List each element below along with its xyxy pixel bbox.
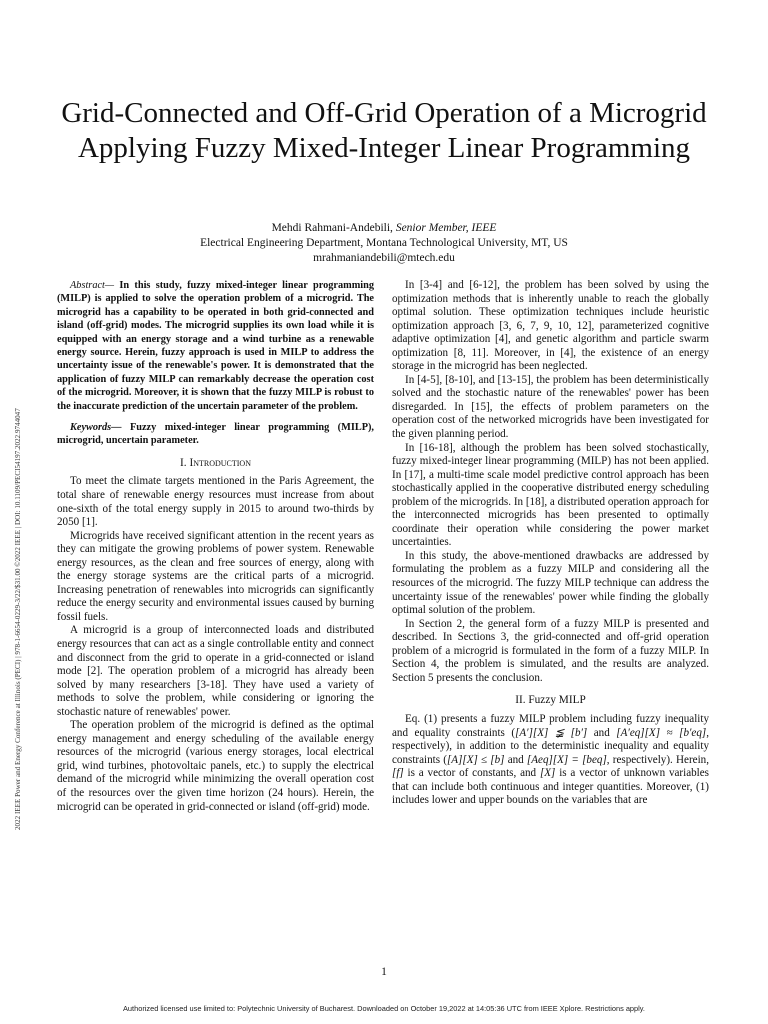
text-run: Eq. (1) presents a fuzzy MILP problem including fuzzy inequality and equality constraints ( — [392, 712, 709, 739]
author-name: Mehdi Rahmani-Andebili, — [271, 222, 393, 234]
right-column — [392, 279, 709, 808]
doi-sidebar — [14, 190, 28, 830]
body-paragraph: To meet the climate targets mentioned in the Paris Agreement, the total share of renewable energy resources must increase from about one-sixth of the total energy supply in 2015 to around two-thirds by 2050 [1]. — [57, 475, 374, 529]
math-equality: [Aeq][X] = [beq] — [526, 753, 607, 766]
math-fuzzy-inequality: [A′][X] ≨ [b′] — [515, 726, 588, 739]
body-paragraph: A microgrid is a group of interconnected loads and distributed energy resources that can act as a single controllable entity and connect and disconnect from the grid to operate in a grid-connected or island mode [2]. The operation problem of a microgrid has already been solved by many researchers [3-18]. They have used a variety of methods to solve the problem, while considering or ignoring the stochastic nature of renewables' power. — [57, 624, 374, 718]
author-affiliation: Electrical Engineering Department, Montana Technological University, MT, US — [200, 237, 568, 249]
author-grade: Senior Member, IEEE — [395, 222, 497, 234]
keywords-text: Fuzzy mixed-integer linear programming (MILP), microgrid, uncertain parameter. — [57, 422, 374, 447]
body-paragraph: Microgrids have received significant attention in the recent years as they can mitigate the growing problems of power system. Renewable energy resources, as the clean and free sources of energy, along with the energy storage systems are the critical parts of a microgrid. Increasing penetration of renewables into microgrids can significantly reduce the energy security and environmental issues caused by burning fossil fuels. — [57, 529, 374, 623]
fuzzy-milp-paragraph — [392, 713, 709, 808]
keywords-label: Keywords— — [70, 422, 122, 434]
section-number: I. — [180, 456, 187, 469]
body-paragraph: In this study, the above-mentioned drawbacks are addressed by formulating the problem as a fuzzy MILP and considering all the resources of the microgrid. The fuzzy MILP technique can address the uncertainty issue of the renewables' power while finding the globally optimal solution of the problem. — [392, 549, 709, 617]
math-inequality: [A][X] ≤ [b] — [446, 753, 505, 766]
abstract-text: In this study, fuzzy mixed-integer linear programming (MILP) is applied to solve the operation problem of a microgrid. The microgrid has a capability to be operated in both grid-connected and island (off-grid) modes. The microgrid supplies its own load while it is equipped with an energy storage and a wind turbine as a renewable energy source. Herein, fuzzy approach is used in MILP to address the uncertainty issue of the renewable's power. It is demonstrated that the application of fuzzy MILP can remarkably decrease the operation cost of the microgrid. Moreover, it is shown that the fuzzy MILP is robust to the inaccurate prediction of the uncertain parameter of the problem. — [57, 280, 375, 412]
math-f-vector: [f] — [392, 767, 404, 780]
math-x-vector: [X] — [539, 767, 556, 780]
text-run: and — [587, 726, 617, 739]
section-heading-introduction — [57, 457, 374, 471]
keywords — [57, 421, 374, 448]
section-title: Fuzzy MILP — [528, 694, 586, 707]
author-line — [0, 221, 768, 236]
body-paragraph: In [16-18], although the problem has been solved stochastically, fuzzy mixed-integer linear programming (MILP) has not been applied. In [17], a multi-time scale model predictive control approach has been stochastically applied in the cooperative distributed energy scheduling problem of the microgrids. In [18], a distributed operation approach for the interconnected microgrids has been presented to optimally coordinate their operation while considering the power market uncertainties. — [392, 441, 709, 549]
left-column — [57, 279, 374, 814]
section-heading-fuzzy-milp — [392, 694, 709, 708]
paper-title: Grid-Connected and Off-Grid Operation of a Microgrid Applying Fuzzy Mixed-Integer Linear Programming — [61, 97, 707, 164]
body-paragraph: In [4-5], [8-10], and [13-15], the problem has been deterministically solved and the stochastic nature of the renewables' power has been disregarded. In [15], the effects of problem parameters on the operation cost of the networked microgrids have been investigated for the given planning period. — [392, 373, 709, 441]
page-number: 1 — [381, 966, 387, 978]
section-number: II. — [515, 694, 526, 707]
body-paragraph: In [3-4] and [6-12], the problem has been solved by using the optimization methods that is inherently unable to reach the globally optimal solution. These optimization techniques include heuristic optimization approach [3, 6, 7, 9, 10, 12], parameterized cognitive adaptive optimization [4], and genetic algorithm and particle swarm optimization [8, 11]. Moreover, in [4], the existence of an energy storage in the microgrid has been neglected. — [392, 279, 709, 373]
body-paragraph: In Section 2, the general form of a fuzzy MILP is presented and described. In Sections 3, the grid-connected and off-grid operation problem of a microgrid is formulated in the form of a fuzzy MILP. In Section 4, the problem is simulated, and the results are analyzed. Section 5 presents the conclusion. — [392, 617, 709, 684]
author-email: mrahmaniandebili@mtech.edu — [313, 252, 455, 264]
license-footer: Authorized licensed use limited to: Polytechnic University of Bucharest. Downloaded on October 19,2022 at 14:05:36 UTC from IEEE Xplore. Restrictions apply. — [123, 1004, 645, 1013]
abstract-label: Abstract— — [70, 280, 115, 291]
abstract — [57, 279, 374, 413]
math-fuzzy-equality: [A′eq][X] ≈ [b′eq] — [616, 726, 707, 739]
text-run: , respectively), in addition to the deterministic inequality and equality constraints ( — [392, 726, 709, 766]
doi-sidebar-text: 2022 IEEE Power and Energy Conference at Illinois (PECI) | 978-1-6654-0229-3/22/$31.00 ©2022 IEEE | DOI: 10.1109/PECI54197.2022.9744047 — [14, 408, 22, 830]
text-run: is a vector of unknown variables that can include both continuous and integer quantities. Moreover, (1) includes lower and upper bounds on the variables that are — [392, 767, 709, 807]
text-run: is a vector of constants, and — [403, 767, 540, 780]
section-title: Introduction — [189, 456, 251, 469]
text-run: , respectively). Herein, — [606, 753, 709, 766]
text-run: and — [504, 753, 527, 766]
body-paragraph: The operation problem of the microgrid is defined as the optimal energy management and energy scheduling of the available energy resources of the microgrid (various energy storages, local electrical grid, wind turbines, photovoltaic panels, etc.) to supply the electrical demand of the microgrid while minimizing the overall operation cost of the resources over the given time horizon (24 hours). Herein, the microgrid can be operated in grid-connected or island (off-grid) mode. — [57, 719, 374, 813]
